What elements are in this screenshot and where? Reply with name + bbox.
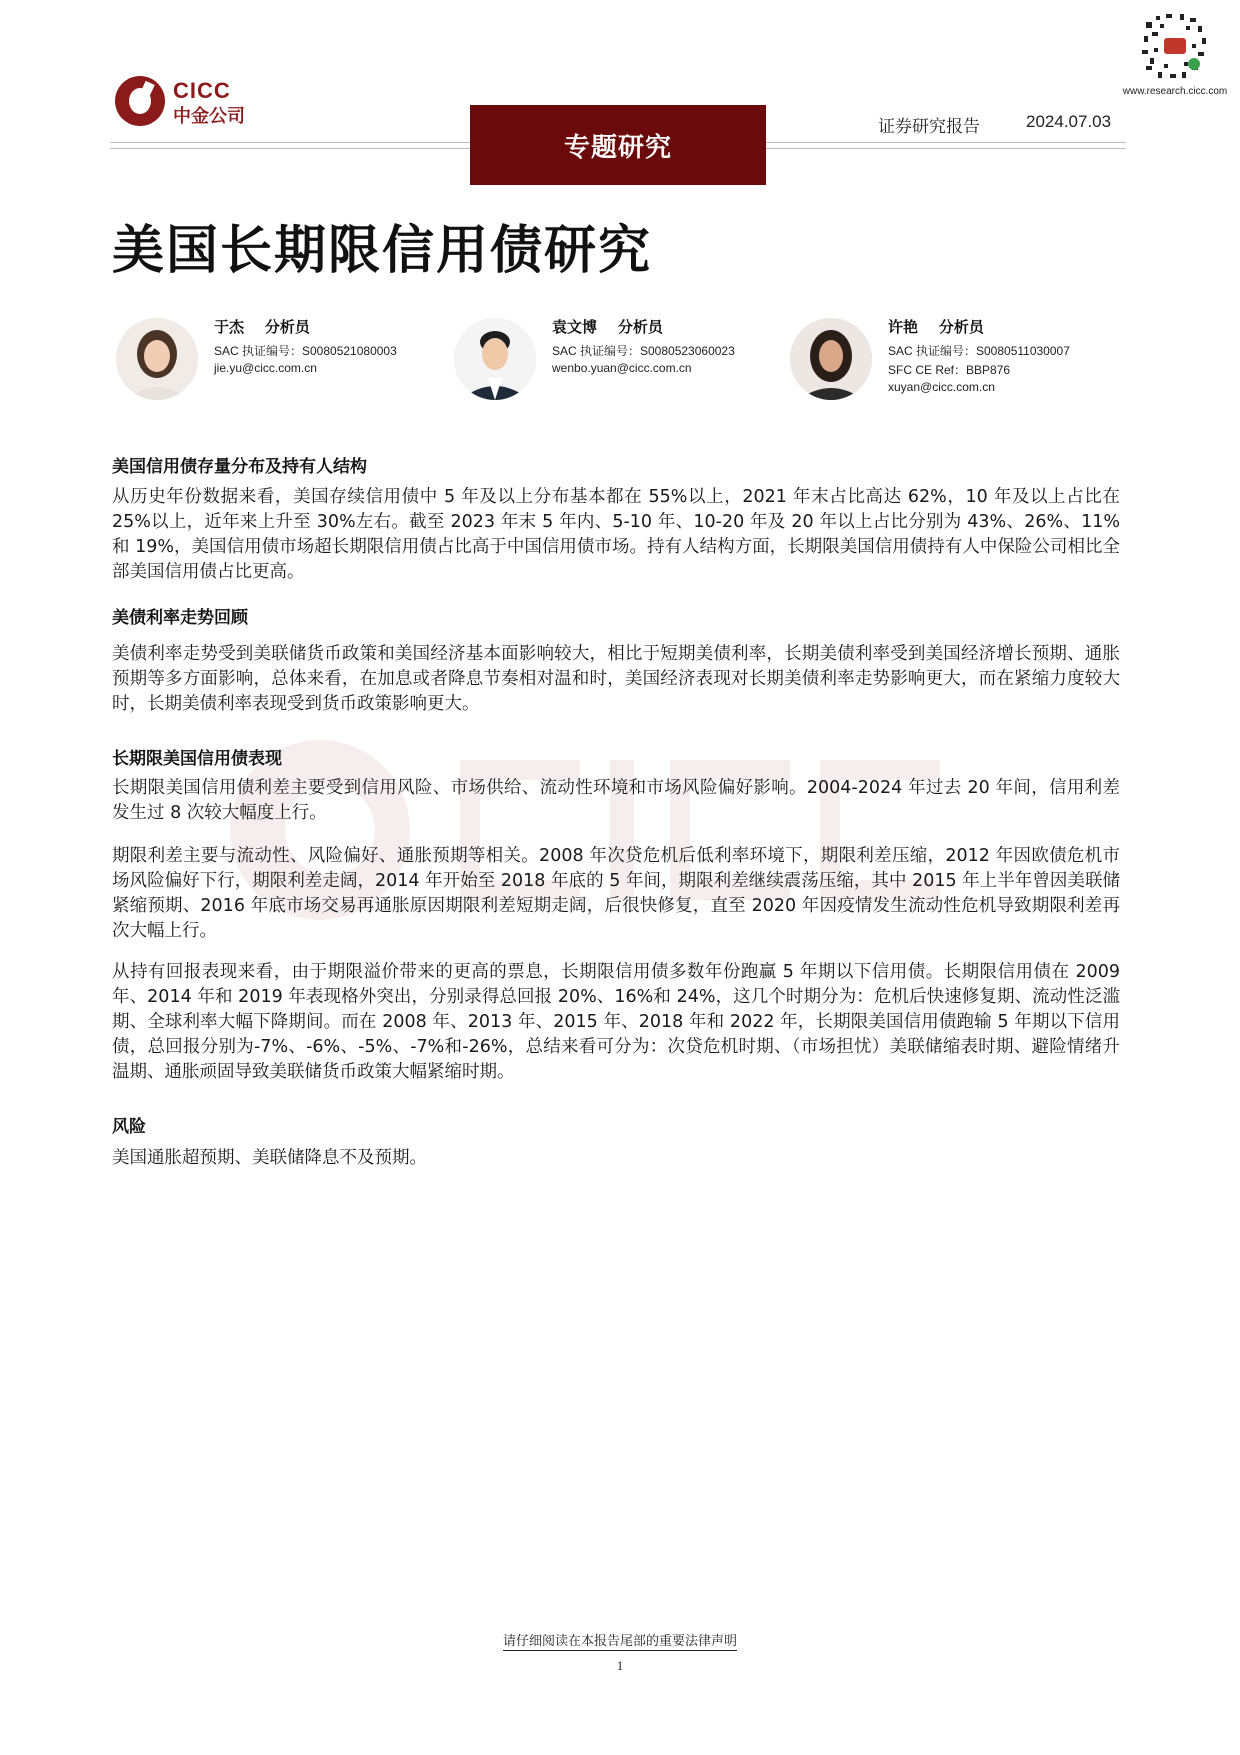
section-title-3: 长期限美国信用债表现 — [112, 749, 282, 769]
analyst-2-email[interactable]: wenbo.yuan@cicc.com.cn — [552, 361, 692, 375]
analyst-1-sac: SAC 执证编号：S0080521080003 — [214, 344, 397, 358]
section-1-paragraph-1: 从历史年份数据来看，美国存续信用债中 5 年及以上分布基本都在 55%以上，2021 年末占比高达 62%，10 年及以上占比在 25%以上，近年来上升至 30%左右。截至 2023 年末 5 年内、5-10 年、10-20 年及 20 年以上占比分别为 43%、26%、11%和 19%，美国信用债市场超长期限信用债占比高于中国信用债市场。持有人结构方面，长期限美国信用债持有人中保险公司相比全部美国信用债占比更高。 — [112, 487, 1120, 582]
analyst-2-name: 袁文博 分析员 — [552, 318, 663, 336]
analyst-avatar-1 — [116, 318, 198, 400]
qr-code-icon — [1136, 8, 1214, 86]
cicc-logo — [115, 76, 255, 128]
section-4-paragraph-1: 美国通胀超预期、美联储降息不及预期。 — [112, 1148, 427, 1168]
analyst-2-sac: SAC 执证编号：S0080523060023 — [552, 344, 735, 358]
section-title-1: 美国信用债存量分布及持有人结构 — [112, 457, 367, 477]
analyst-1-name: 于杰 分析员 — [214, 318, 310, 336]
analyst-avatar-3 — [790, 318, 872, 400]
section-2-paragraph-1: 美债利率走势受到美联储货币政策和美国经济基本面影响较大，相比于短期美债利率，长期美债利率受到美国经济增长预期、通胀预期等多方面影响，总体来看，在加息或者降息节奏相对温和时，美国经济表现对长期美债利率走势影响更大，而在紧缩力度较大时，长期美债利率表现受到货币政策影响更大。 — [112, 644, 1120, 714]
report-title: 美国长期限信用债研究 — [112, 221, 653, 281]
logo-text-cn: 中金公司 — [173, 106, 245, 127]
analyst-1-email[interactable]: jie.yu@cicc.com.cn — [214, 361, 317, 375]
report-category-tag: 专题研究 — [470, 105, 766, 185]
section-title-2: 美债利率走势回顾 — [112, 608, 248, 628]
report-date: 2024.07.03 — [1026, 112, 1112, 131]
section-title-4: 风险 — [112, 1117, 146, 1137]
page-number: 1 — [616, 1658, 624, 1673]
analyst-3-sfc: SFC CE Ref：BBP876 — [888, 363, 1011, 377]
analyst-3-sac: SAC 执证编号：S0080511030007 — [888, 344, 1070, 358]
logo-text-en: CICC — [173, 78, 231, 103]
cicc-logo-mark-icon — [115, 76, 165, 126]
section-3-paragraph-2: 期限利差主要与流动性、风险偏好、通胀预期等相关。2008 年次贷危机后低利率环境下，期限利差压缩，2012 年因欧债危机市场风险偏好下行，期限利差走阔，2014 年开始至 2018 年底的 5 年间，期限利差继续震荡压缩，其中 2015 年上半年曾因美联储紧缩预期、2016 年底市场交易再通胀原因期限利差短期走阔，后很快修复，直至 2020 年因疫情发生流动性危机导致期限利差再次大幅上行。 — [112, 846, 1120, 941]
analyst-avatar-2 — [454, 318, 536, 400]
footer-disclaimer[interactable] — [0, 1630, 1240, 1649]
section-3-paragraph-3: 从持有回报表现来看，由于期限溢价带来的更高的票息，长期限信用债多数年份跑赢 5 年期以下信用债。长期限信用债在 2009 年、2014 年和 2019 年表现格外突出，分别录得总回报 20%、16%和 24%，这几个时期分为：危机后快速修复期、流动性泛滥期、全球利率大幅下降期间。而在 2008 年、2013 年、2015 年、2018 年和 2022 年，长期限美国信用债跑输 5 年期以下信用债，总回报分别为-7%、-6%、-5%、-7%和-26%，总结来看可分为：次贷危机时期、（市场担忧）美联储缩表时期、避险情绪升温期、通胀顽固导致美联储货币政策大幅紧缩时期。 — [112, 962, 1120, 1082]
analyst-3-email[interactable]: xuyan@cicc.com.cn — [888, 380, 995, 394]
section-3-paragraph-1: 长期限美国信用债利差主要受到信用风险、市场供给、流动性环境和市场风险偏好影响。2004-2024 年过去 20 年间，信用利差发生过 8 次较大幅度上行。 — [112, 778, 1120, 823]
report-type: 证券研究报告 — [878, 117, 980, 137]
qr-url[interactable]: www.research.cicc.com — [1122, 86, 1228, 97]
analyst-3-name: 许艳 分析员 — [888, 318, 984, 336]
footer-disclaimer-text[interactable]: 请仔细阅读在本报告尾部的重要法律声明 — [502, 1634, 737, 1649]
